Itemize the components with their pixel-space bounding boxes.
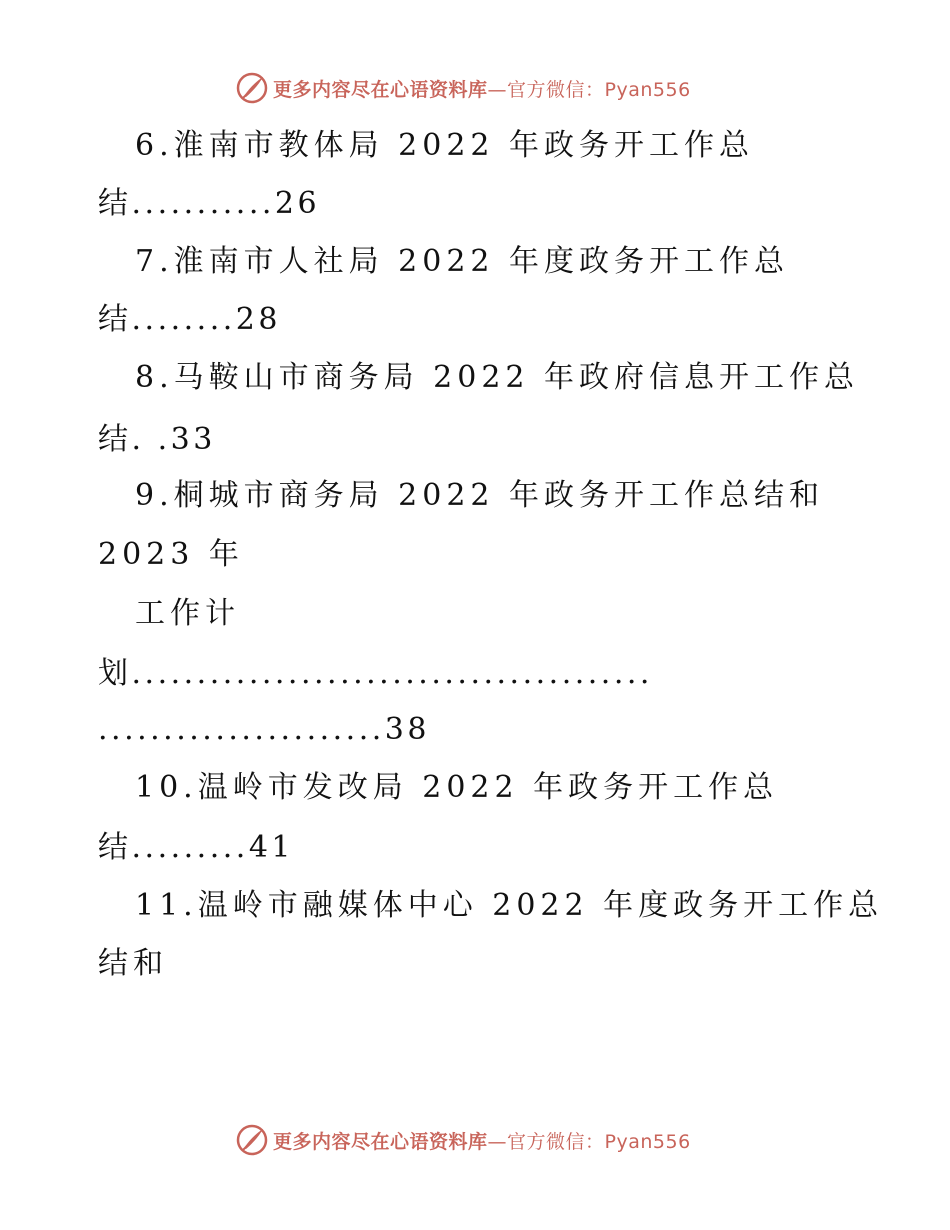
quill-seal-logo-icon xyxy=(235,71,269,105)
toc-entry-9-title-cont: 2023 年 xyxy=(98,537,244,572)
toc-entry-8-title: 8.马鞍山市商务局 2022 年政府信息开工作总 xyxy=(135,360,860,395)
watermark-dash: — xyxy=(487,1130,508,1153)
watermark-text xyxy=(273,75,691,102)
footer-watermark xyxy=(235,1122,691,1158)
toc-entry-9-page: ......................38 xyxy=(98,712,430,747)
toc-entry-6-page: 结...........26 xyxy=(98,186,321,221)
watermark-wechat-id: Pyan556 xyxy=(604,78,691,101)
toc-entry-9-title-cont2: 工作计 xyxy=(135,596,240,631)
quill-seal-logo-icon xyxy=(235,1123,269,1157)
watermark-dash: — xyxy=(487,78,508,101)
watermark-wechat-id: Pyan556 xyxy=(604,1130,691,1153)
watermark-site-name: 更多内容尽在心语资料库 xyxy=(273,78,488,101)
toc-entry-10-title: 10.温岭市发改局 2022 年政务开工作总 xyxy=(135,770,779,805)
toc-entry-7-page: 结........28 xyxy=(98,302,281,337)
toc-entry-9-dots: 划........................................ xyxy=(98,656,653,691)
toc-entry-11-title: 11.温岭市融媒体中心 2022 年度政务开工作总 xyxy=(135,888,884,923)
toc-entry-9-title: 9.桐城市商务局 2022 年政务开工作总结和 xyxy=(135,478,825,513)
header-watermark xyxy=(235,70,691,106)
toc-entry-11-title-cont: 结和 xyxy=(98,946,168,981)
toc-entry-6-title: 6.淮南市教体局 2022 年政务开工作总 xyxy=(135,128,755,163)
toc-entry-7-title: 7.淮南市人社局 2022 年度政务开工作总 xyxy=(135,244,790,279)
watermark-official-label: 官方微信： xyxy=(507,1130,605,1153)
toc-entry-8-page: 结. .33 xyxy=(98,422,216,457)
watermark-text xyxy=(273,1127,691,1154)
watermark-official-label: 官方微信： xyxy=(507,78,605,101)
toc-entry-10-page: 结.........41 xyxy=(98,830,294,865)
watermark-site-name: 更多内容尽在心语资料库 xyxy=(273,1130,488,1153)
